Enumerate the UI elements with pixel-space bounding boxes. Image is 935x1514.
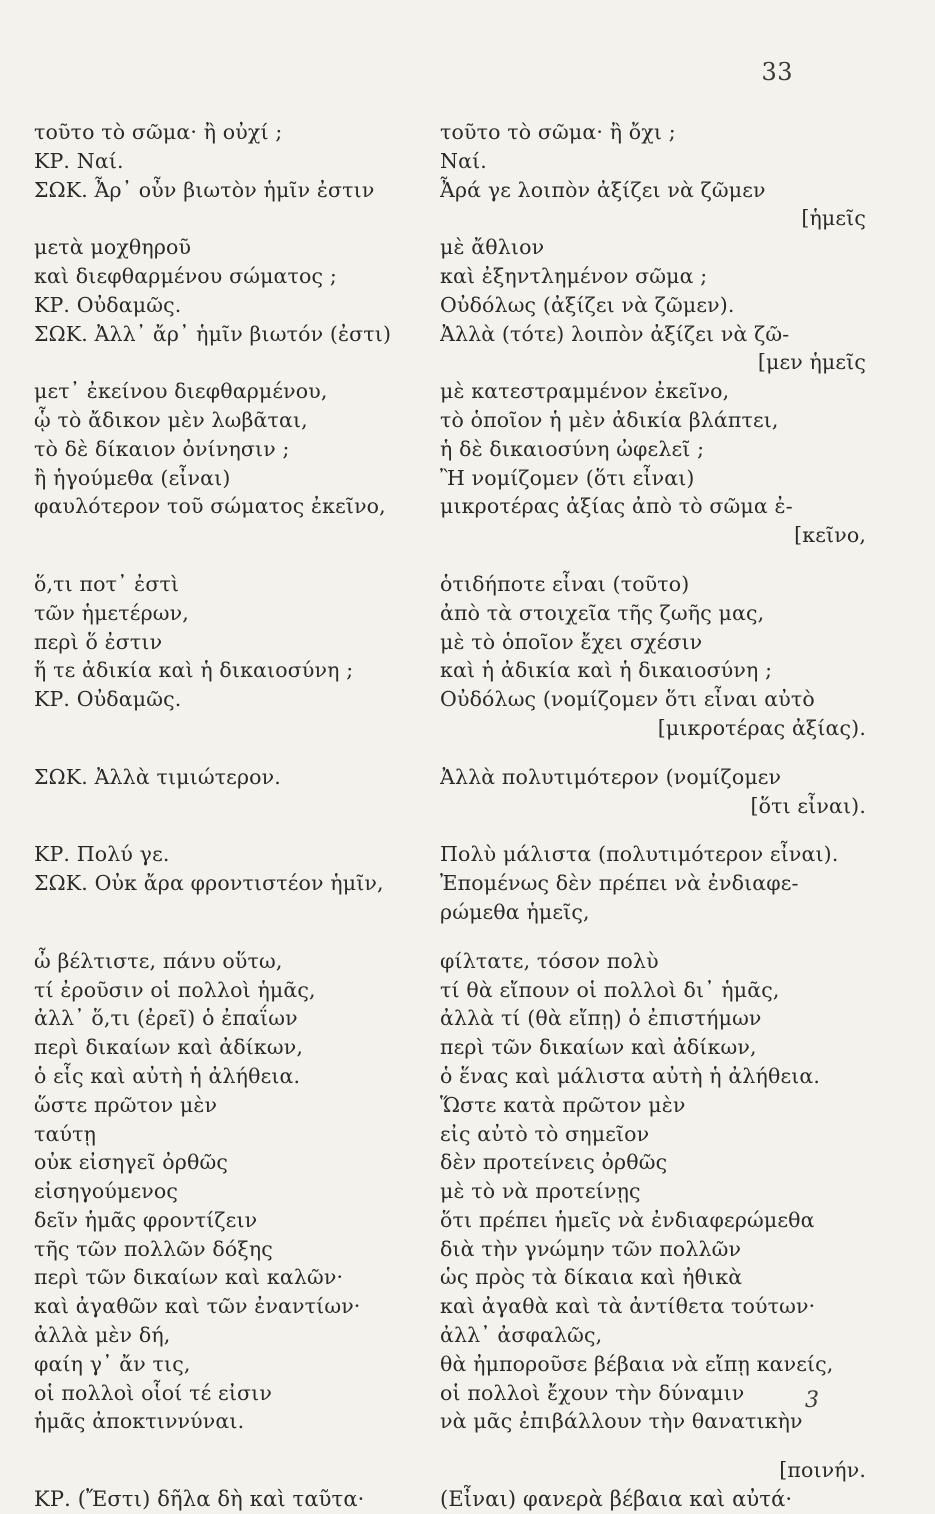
parallel-text-columns xyxy=(34,118,866,1514)
modern-translation-line: μὲ ἄθλιον xyxy=(440,235,545,260)
modern-translation-line: ὁτιδήποτε εἶναι (τοῦτο) xyxy=(440,571,690,596)
modern-translation-line: Ὥστε κατὰ πρῶτον μὲν xyxy=(440,1092,686,1117)
greek-original-line: οὐκ εἰσηγεῖ ὀρθῶς xyxy=(34,1150,228,1175)
greek-original-line: ΣΩΚ. Ἀλλὰ τιμιώτερον. xyxy=(34,764,281,789)
text-line xyxy=(34,947,866,976)
text-line xyxy=(34,628,866,657)
text-line xyxy=(34,1091,866,1120)
text-line xyxy=(34,599,866,628)
greek-original-line: οἱ πολλοὶ οἷοί τέ εἰσιν xyxy=(34,1380,272,1405)
modern-translation-line: [ὅτι εἶναι). xyxy=(750,793,866,818)
text-line xyxy=(34,521,866,550)
modern-translation-line: Ἆρά γε λοιπὸν ἀξίζει νὰ ζῶμεν xyxy=(440,177,766,202)
modern-translation-line: ὁ ἕνας καὶ μάλιστα αὐτὴ ἡ ἀλήθεια. xyxy=(440,1063,821,1088)
greek-original-line: ΚΡ. Οὐδαμῶς. xyxy=(34,687,182,712)
modern-translation-line: τοῦτο τὸ σῶμα· ἢ ὄχι ; xyxy=(440,120,676,144)
modern-translation-line: ἀπὸ τὰ στοιχεῖα τῆς ζωῆς μας, xyxy=(440,600,765,625)
line-spacer xyxy=(34,1436,866,1456)
modern-translation-line: Ναί. xyxy=(440,148,487,173)
text-line xyxy=(34,656,866,685)
page-number: 33 xyxy=(761,58,793,86)
greek-original-line: ΚΡ. Ναί. xyxy=(34,148,124,173)
modern-translation-line: ἀλλὰ τί (θὰ εἴπῃ) ὁ ἐπιστήμων xyxy=(440,1006,762,1031)
modern-translation-line: ὡς πρὸς τὰ δίκαια καὶ ἠθικὰ xyxy=(440,1265,743,1290)
modern-translation-line: [κεῖνο, xyxy=(794,523,866,548)
greek-original-line: τοῦτο τὸ σῶμα· ἢ οὐχί ; xyxy=(34,120,283,144)
text-line xyxy=(34,1148,866,1177)
modern-translation-line: οἱ πολλοὶ ἔχουν τὴν δύναμιν xyxy=(440,1380,745,1405)
text-line xyxy=(34,714,866,743)
greek-original-line: ὥστε πρῶτον μὲν xyxy=(34,1092,218,1117)
text-line xyxy=(34,570,866,599)
text-line xyxy=(34,685,866,714)
modern-translation-line: καὶ ἀγαθὰ καὶ τὰ ἀντίθετα τούτων· xyxy=(440,1294,816,1319)
text-line xyxy=(34,1292,866,1321)
greek-original-line: ὦ βέλτιστε, πάνυ οὕτω, xyxy=(34,948,283,973)
greek-original-line: ἀλλ᾽ ὅ,τι (ἐρεῖ) ὁ ἐπαΐων xyxy=(34,1006,298,1031)
greek-original-line: φαυλότερον τοῦ σώματος ἐκεῖνο, xyxy=(34,494,386,519)
modern-translation-line: φίλτατε, τόσον πολὺ xyxy=(440,948,659,973)
text-line xyxy=(34,869,866,898)
modern-translation-line: Πολὺ μάλιστα (πολυτιμότερον εἶναι). xyxy=(440,842,839,867)
modern-translation-line: Ἀλλὰ (τότε) λοιπὸν ἀξίζει νὰ ζῶ- xyxy=(440,321,790,346)
greek-original-line: ᾧ τὸ ἄδικον μὲν λωβᾶται, xyxy=(34,407,308,432)
text-line xyxy=(34,1120,866,1149)
greek-original-line: ὅ,τι ποτ᾽ ἐστὶ xyxy=(34,571,180,596)
greek-original-line: ΚΡ. (Ἔστι) δῆλα δὴ καὶ ταῦτα· xyxy=(34,1487,365,1512)
text-line xyxy=(34,1263,866,1292)
greek-original-line: εἰσηγούμενος xyxy=(34,1179,179,1204)
greek-original-line: μετ᾽ ἐκείνου διεφθαρμένου, xyxy=(34,379,328,404)
modern-translation-line: μὲ τὸ ὁποῖον ἔχει σχέσιν xyxy=(440,629,703,654)
greek-original-line: τί ἐροῦσιν οἱ πολλοὶ ἡμᾶς, xyxy=(34,977,316,1002)
greek-original-line: τὸ δὲ δίκαιον ὀνίνησιν ; xyxy=(34,436,290,461)
text-line xyxy=(34,1350,866,1379)
text-line xyxy=(34,1177,866,1206)
line-spacer xyxy=(34,743,866,763)
text-line xyxy=(34,291,866,320)
text-line xyxy=(34,1407,866,1436)
text-line xyxy=(34,492,866,521)
modern-translation-line: τί θὰ εἴπουν οἱ πολλοὶ δι᾽ ἡμᾶς, xyxy=(440,977,780,1002)
text-line xyxy=(34,348,866,377)
text-line xyxy=(34,377,866,406)
greek-original-line: ΣΩΚ. Ἀλλ᾽ ἄρ᾽ ἡμῖν βιωτόν (ἐστι) xyxy=(34,321,392,346)
text-line xyxy=(34,233,866,262)
text-line xyxy=(34,1379,866,1408)
modern-translation-line: νὰ μᾶς ἐπιβάλλουν τὴν θανατικὴν xyxy=(440,1409,803,1434)
text-line xyxy=(34,204,866,233)
greek-original-line: περὶ δικαίων καὶ ἀδίκων, xyxy=(34,1035,304,1060)
modern-translation-line: περὶ τῶν δικαίων καὶ ἀδίκων, xyxy=(440,1035,757,1060)
modern-translation-line: Ἐπομένως δὲν πρέπει νὰ ἐνδιαφε- xyxy=(440,871,799,896)
text-line xyxy=(34,147,866,176)
modern-translation-line: θὰ ἠμποροῦσε βέβαια νὰ εἴπῃ κανείς, xyxy=(440,1351,834,1376)
greek-original-line: τῶν ἡμετέρων, xyxy=(34,600,189,625)
modern-translation-line: Ἢ νομίζομεν (ὅτι εἶναι) xyxy=(440,465,695,490)
modern-translation-line: [μεν ἡμεῖς xyxy=(757,350,866,375)
greek-original-line: δεῖν ἡμᾶς φροντίζειν xyxy=(34,1207,258,1232)
modern-translation-line: [ἡμεῖς xyxy=(801,206,866,231)
modern-translation-line: μὲ κατεστραμμένον ἐκεῖνο, xyxy=(440,379,730,404)
greek-original-line: ΣΩΚ. Οὐκ ἄρα φροντιστέον ἡμῖν, xyxy=(34,871,384,896)
modern-translation-line: Οὐδόλως (νομίζομεν ὅτι εἶναι αὐτὸ xyxy=(440,687,815,712)
greek-original-line: ἥ τε ἀδικία καὶ ἡ δικαιοσύνη ; xyxy=(34,658,354,683)
text-line xyxy=(34,435,866,464)
text-line xyxy=(34,1033,866,1062)
text-line xyxy=(34,1456,866,1485)
line-spacer xyxy=(34,820,866,840)
modern-translation-line: εἰς αὐτὸ τὸ σημεῖον xyxy=(440,1121,650,1146)
greek-original-line: καὶ ἀγαθῶν καὶ τῶν ἐναντίων· xyxy=(34,1294,361,1319)
modern-translation-line: καὶ ἐξηντλημένον σῶμα ; xyxy=(440,263,708,288)
greek-original-line: ΚΡ. Πολύ γε. xyxy=(34,842,170,867)
greek-original-line: ΣΩΚ. Ἆρ᾽ οὖν βιωτὸν ἡμῖν ἐστιν xyxy=(34,177,375,202)
greek-original-line: καὶ διεφθαρμένου σώματος ; xyxy=(34,263,337,288)
modern-translation-line: μὲ τὸ νὰ προτείνῃς xyxy=(440,1179,641,1204)
modern-translation-line: [ποινήν. xyxy=(779,1458,866,1483)
greek-original-line: τῆς τῶν πολλῶν δόξης xyxy=(34,1236,273,1261)
line-spacer xyxy=(34,550,866,570)
greek-original-line: ἢ ἡγούμεθα (εἶναι) xyxy=(34,465,231,490)
text-line xyxy=(34,1321,866,1350)
greek-original-line: ἀλλὰ μὲν δή, xyxy=(34,1323,171,1348)
text-line xyxy=(34,320,866,349)
modern-translation-line: Οὐδόλως (ἀξίζει νὰ ζῶμεν). xyxy=(440,292,735,317)
greek-original-line: ὁ εἷς καὶ αὐτὴ ἡ ἀλήθεια. xyxy=(34,1063,301,1088)
text-line xyxy=(34,763,866,792)
text-line xyxy=(34,1235,866,1264)
text-line xyxy=(34,1004,866,1033)
modern-translation-line: [μικροτέρας ἀξίας). xyxy=(657,715,866,740)
text-line xyxy=(34,406,866,435)
modern-translation-line: Ἀλλὰ πολυτιμότερον (νομίζομεν xyxy=(440,764,782,789)
modern-translation-line: τὸ ὁποῖον ἡ μὲν ἀδικία βλάπτει, xyxy=(440,407,779,432)
greek-original-line: μετὰ μοχθηροῦ xyxy=(34,235,192,260)
greek-original-line: ΚΡ. Οὐδαμῶς. xyxy=(34,292,182,317)
greek-original-line: περὶ τῶν δικαίων καὶ καλῶν· xyxy=(34,1265,344,1290)
text-line xyxy=(34,118,866,147)
greek-original-line: ταύτῃ xyxy=(34,1121,97,1146)
modern-translation-line: ἡ δὲ δικαιοσύνη ὠφελεῖ ; xyxy=(440,436,705,461)
modern-translation-line: ρώμεθα ἡμεῖς, xyxy=(440,899,590,924)
modern-translation-line: ἀλλ᾽ ἀσφαλῶς, xyxy=(440,1323,603,1348)
text-line xyxy=(34,898,866,927)
text-line xyxy=(34,464,866,493)
text-line xyxy=(34,1206,866,1235)
greek-original-line: ἡμᾶς ἀποκτιννύναι. xyxy=(34,1409,245,1434)
text-line xyxy=(34,176,866,205)
text-line xyxy=(34,840,866,869)
signature-mark: 3 xyxy=(805,1388,819,1413)
text-line xyxy=(34,792,866,821)
modern-translation-line: καὶ ἡ ἀδικία καὶ ἡ δικαιοσύνη ; xyxy=(440,658,773,683)
modern-translation-line: ὅτι πρέπει ἡμεῖς νὰ ἐνδιαφερώμεθα xyxy=(440,1207,815,1232)
text-line xyxy=(34,1062,866,1091)
modern-translation-line: διὰ τὴν γνώμην τῶν πολλῶν xyxy=(440,1236,742,1261)
text-line xyxy=(34,976,866,1005)
greek-original-line: φαίη γ᾽ ἄν τις, xyxy=(34,1351,191,1376)
modern-translation-line: δὲν προτείνεις ὀρθῶς xyxy=(440,1150,668,1175)
text-line xyxy=(34,262,866,291)
modern-translation-line: μικροτέρας ἀξίας ἀπὸ τὸ σῶμα ἐ- xyxy=(440,494,793,519)
text-line xyxy=(34,1485,866,1514)
line-spacer xyxy=(34,927,866,947)
modern-translation-line: (Εἶναι) φανερὰ βέβαια καὶ αὐτά· xyxy=(440,1487,793,1512)
greek-original-line: περὶ ὅ ἐστιν xyxy=(34,629,163,654)
